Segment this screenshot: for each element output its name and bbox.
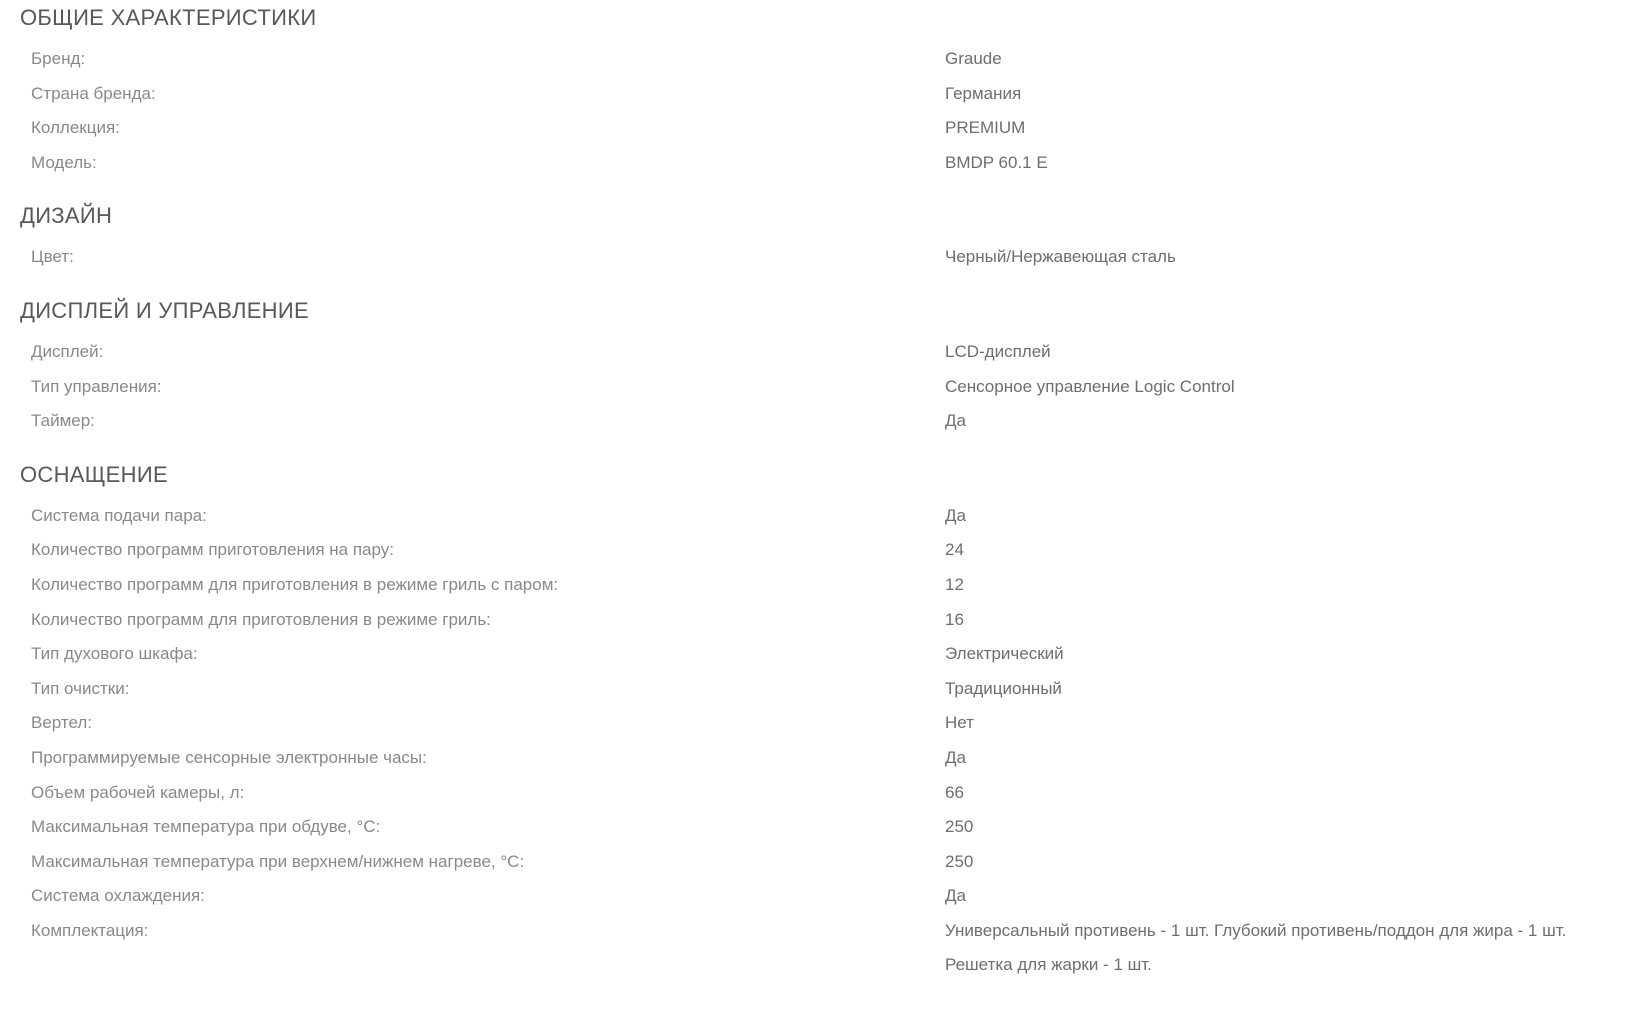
spec-value: 250: [945, 851, 974, 871]
spec-row: [0, 776, 1567, 811]
spec-row: [0, 879, 1567, 914]
section-equipment: [0, 461, 1567, 983]
spec-value: Германия: [945, 83, 1022, 103]
spec-label: Количество программ приготовления на пару:: [31, 540, 394, 560]
spec-value: Электрический: [945, 644, 1064, 664]
spec-label: Модель:: [31, 152, 97, 172]
spec-value: Нет: [945, 713, 974, 733]
spec-label: Система охлаждения:: [31, 886, 205, 906]
spec-value: 24: [945, 540, 964, 560]
spec-value: 12: [945, 574, 964, 594]
spec-value: Да: [945, 505, 966, 525]
spec-value: 250: [945, 817, 974, 837]
spec-label: Тип управления:: [31, 376, 162, 396]
spec-row: [0, 404, 1567, 439]
spec-row: [0, 499, 1567, 534]
section-title: ОСНАЩЕНИЕ: [20, 461, 168, 487]
spec-row: [0, 370, 1567, 405]
spec-value: Да: [945, 886, 966, 906]
spec-row: [0, 111, 1567, 146]
spec-label: Объем рабочей камеры, л:: [31, 782, 245, 802]
spec-label: Бренд:: [31, 49, 86, 68]
spec-label: Программируемые сенсорные электронные часы:: [31, 747, 427, 767]
spec-value: PREMIUM: [945, 118, 1026, 138]
spec-value: Graude: [945, 49, 1002, 68]
spec-row: [0, 146, 1567, 181]
spec-label: Комплектация:: [31, 920, 149, 940]
spec-row: [0, 42, 1567, 77]
spec-value: Универсальный противень - 1 шт. Глубокий противень/поддон для жира - 1 шт. Решетка для жарки - 1 шт.: [945, 920, 1567, 975]
spec-label: Дисплей:: [31, 341, 104, 361]
section-title: ДИЗАЙН: [20, 203, 113, 229]
section-display-control: [0, 297, 1567, 439]
spec-row: [0, 77, 1567, 112]
spec-label: Количество программ для приготовления в режиме гриль с паром:: [31, 574, 559, 594]
spec-value: Традиционный: [945, 678, 1062, 698]
spec-value: LCD-дисплей: [945, 341, 1051, 361]
spec-value: 16: [945, 609, 964, 629]
spec-label: Таймер:: [31, 411, 95, 431]
spec-label: Максимальная температура при верхнем/нижнем нагреве, °С:: [31, 851, 525, 871]
spec-label: Система подачи пара:: [31, 505, 207, 525]
section-title: ОБЩИЕ ХАРАКТЕРИСТИКИ: [20, 5, 317, 30]
section-title: ДИСПЛЕЙ И УПРАВЛЕНИЕ: [20, 297, 309, 323]
spec-label: Цвет:: [31, 247, 74, 267]
spec-row: [0, 603, 1567, 638]
spec-label: Страна бренда:: [31, 83, 156, 103]
spec-label: Количество программ для приготовления в режиме гриль:: [31, 609, 491, 629]
spec-row: [0, 810, 1567, 845]
spec-row: [0, 914, 1567, 983]
spec-value: Черный/Нержавеющая сталь: [945, 247, 1176, 267]
section-design: [0, 202, 1567, 275]
spec-value: Сенсорное управление Logic Control: [945, 376, 1235, 396]
spec-row: [0, 672, 1567, 707]
spec-label: Вертел:: [31, 713, 93, 733]
spec-value: BMDP 60.1 E: [945, 152, 1048, 172]
spec-label: Коллекция:: [31, 118, 120, 138]
spec-row: [0, 637, 1567, 672]
spec-row: [0, 706, 1567, 741]
spec-label: Тип очистки:: [31, 678, 130, 698]
spec-value: Да: [945, 411, 966, 431]
spec-row: [0, 741, 1567, 776]
section-general: [0, 4, 1567, 180]
spec-row: [0, 240, 1567, 275]
spec-row: [0, 568, 1567, 603]
spec-label: Максимальная температура при обдуве, °С:: [31, 817, 381, 837]
spec-row: [0, 533, 1567, 568]
spec-row: [0, 335, 1567, 370]
spec-label: Тип духового шкафа:: [31, 644, 198, 664]
spec-value: Да: [945, 747, 966, 767]
spec-value: 66: [945, 782, 964, 802]
spec-row: [0, 845, 1567, 880]
